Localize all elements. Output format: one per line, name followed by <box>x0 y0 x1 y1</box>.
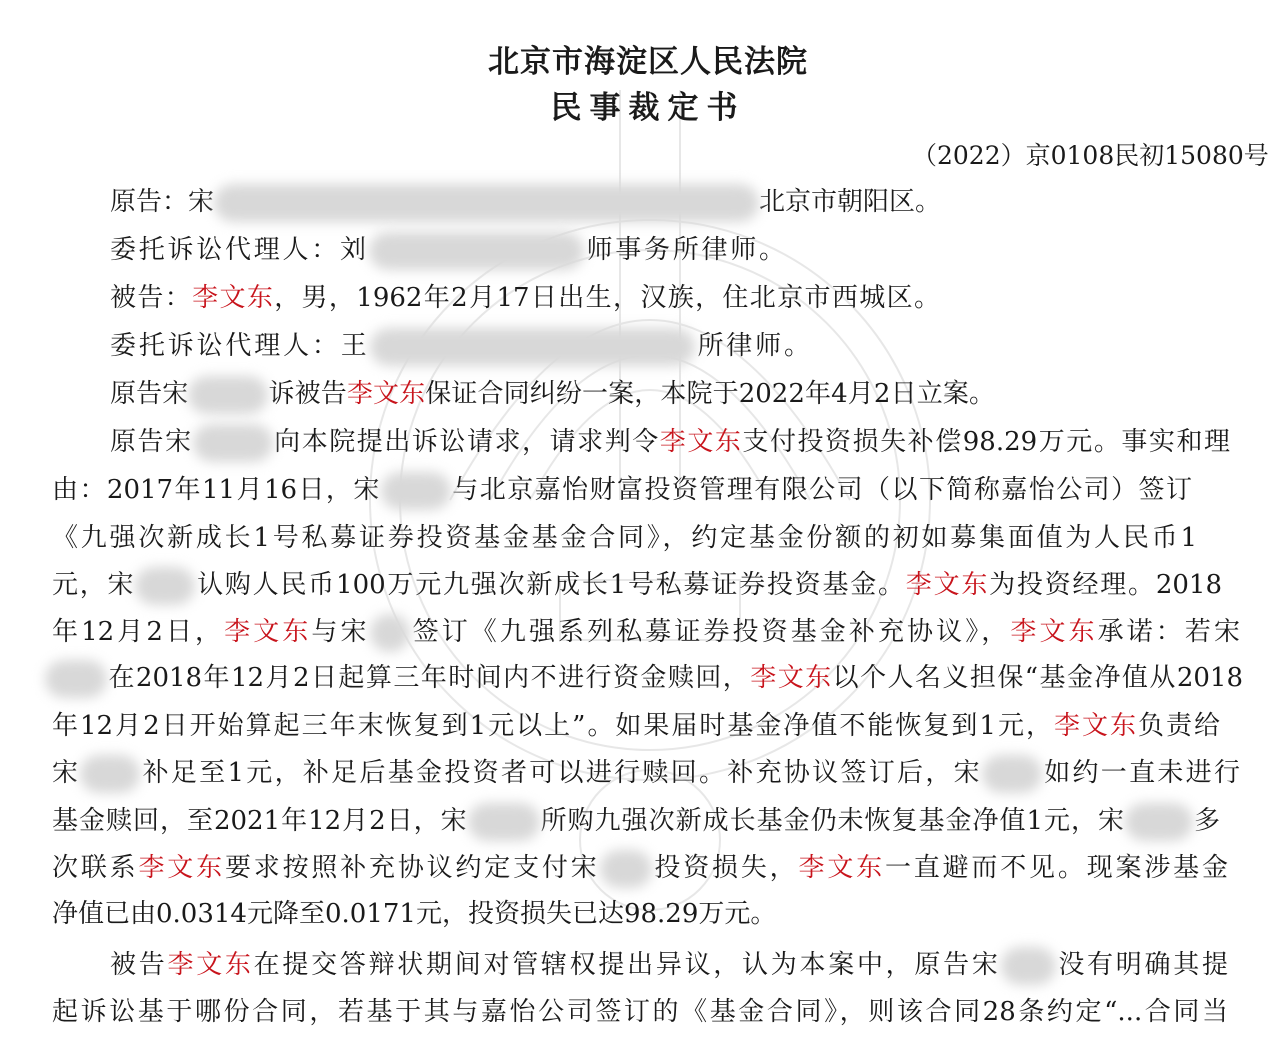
text-line <box>52 470 1192 510</box>
text-segment: 师事务所律师。 <box>583 235 785 265</box>
text-segment: 与宋 <box>311 617 370 647</box>
text-segment: 为投资经理。2018 <box>989 570 1222 600</box>
text-segment: 承诺：若宋 <box>1097 617 1240 647</box>
redacted-name-blur <box>1125 803 1193 841</box>
highlighted-name: 李文东 <box>224 617 312 647</box>
text-line <box>52 612 1240 652</box>
text-segment: 多 <box>1193 806 1220 836</box>
redacted-name-blur <box>188 376 268 414</box>
highlighted-name: 李文东 <box>659 427 743 457</box>
court-name: 北京市海淀区人民法院 <box>488 44 808 80</box>
text-segment: 负责给 <box>1137 711 1220 741</box>
redacted-name-blur <box>381 472 451 510</box>
text-segment: 诉被告 <box>268 379 347 409</box>
highlighted-name: 李文东 <box>905 570 990 600</box>
text-segment: 元，宋 <box>52 570 136 600</box>
text-segment: 原告：宋 <box>110 187 215 217</box>
redacted-name-blur <box>370 614 410 652</box>
text-line <box>45 658 1243 698</box>
text-segment: 投资损失， <box>651 853 799 883</box>
text-line <box>110 374 995 414</box>
text-segment: 原告宋 <box>110 427 193 457</box>
text-segment: 净值已由0.0314元降至0.0171元，投资损失已达98.29万元。 <box>52 899 777 929</box>
text-segment: 委托诉讼代理人：王 <box>110 331 370 361</box>
text-line <box>52 753 1240 793</box>
redacted-name-blur <box>214 184 759 222</box>
highlighted-name: 李文东 <box>346 379 426 409</box>
redacted-name-blur <box>468 803 540 841</box>
text-segment: 要求按照补充协议约定支付宋 <box>224 853 600 883</box>
text-line <box>52 706 1220 746</box>
redacted-name-blur <box>600 850 652 888</box>
highlighted-name: 李文东 <box>1053 711 1138 741</box>
redacted-name-blur <box>369 232 584 270</box>
redacted-name-blur <box>45 660 107 698</box>
text-segment: 年12月2日开始算起三年末恢复到1元以上”。如果届时基金净值不能恢复到1元， <box>52 711 1054 741</box>
text-segment: 签订《九强系列私募证券投资基金补充协议》， <box>409 617 1011 647</box>
highlighted-name: 李文东 <box>167 950 254 980</box>
text-segment: 没有明确其提 <box>1055 950 1228 980</box>
text-line <box>52 801 1220 841</box>
text-segment: 宋 <box>52 758 81 788</box>
text-segment: 一直避而不见。现案涉基金 <box>884 853 1228 883</box>
text-line <box>52 518 1197 558</box>
redacted-name-blur <box>135 567 195 605</box>
text-line <box>110 326 810 366</box>
text-line <box>52 894 777 934</box>
redacted-name-blur <box>80 755 140 793</box>
text-segment: 在提交答辩状期间对管辖权提出异议，认为本案中，原告宋 <box>253 950 1001 980</box>
text-segment: 认购人民币100万元九强次新成长1号私募证券投资基金。 <box>195 570 906 600</box>
redacted-name-blur <box>1001 947 1056 985</box>
text-segment: 被告： <box>110 283 193 313</box>
text-segment: 向本院提出诉讼请求，请求判令 <box>272 427 660 457</box>
text-segment: 起诉讼基于哪份合同，若基于其与嘉怡公司签订的《基金合同》，则该合同28条约定“...合同当 <box>52 997 1228 1027</box>
text-segment: 基金赎回，至2021年12月2日，宋 <box>52 806 468 836</box>
text-segment: 与北京嘉怡财富投资管理有限公司（以下简称嘉怡公司）签订 <box>450 475 1192 505</box>
text-line <box>110 945 1228 985</box>
redacted-name-blur <box>193 424 273 462</box>
text-segment: 委托诉讼代理人：刘 <box>110 235 369 265</box>
text-segment: 所购九强次新成长基金仍未恢复基金净值1元，宋 <box>539 806 1125 836</box>
document-type: 民事裁定书 <box>550 90 746 126</box>
case-number: （2022）京0108民初15080号 <box>912 141 1269 170</box>
redacted-name-blur <box>370 328 695 366</box>
text-segment: 由：2017年11月16日，宋 <box>52 475 381 505</box>
text-line <box>110 230 785 270</box>
highlighted-name: 李文东 <box>798 853 885 883</box>
text-segment: 在2018年12月2日起算三年时间内不进行资金赎回， <box>107 663 751 693</box>
text-line <box>52 992 1228 1032</box>
text-segment: 《九强次新成长1号私募证券投资基金基金合同》，约定基金份额的初如募集面值为人民币1 <box>52 523 1197 553</box>
highlighted-name: 李文东 <box>1010 617 1098 647</box>
text-segment: ，男，1962年2月17日出生，汉族，住北京市西城区。 <box>274 283 940 313</box>
text-segment: 所律师。 <box>694 331 810 361</box>
text-line <box>110 278 940 318</box>
text-segment: 次联系 <box>52 853 139 883</box>
highlighted-name: 李文东 <box>750 663 833 693</box>
highlighted-name: 李文东 <box>192 283 275 313</box>
text-segment: 如约一直未进行 <box>1041 758 1240 788</box>
text-segment: 支付投资损失补偿98.29万元。事实和理 <box>742 427 1230 457</box>
text-segment: 年12月2日， <box>52 617 225 647</box>
redacted-name-blur <box>982 755 1042 793</box>
text-segment: 北京市朝阳区。 <box>759 187 942 217</box>
text-line <box>52 565 1222 605</box>
text-line <box>110 182 940 222</box>
text-line <box>110 422 1230 462</box>
text-segment: 保证合同纠纷一案，本院于2022年4月2日立案。 <box>425 379 995 409</box>
text-segment: 原告宋 <box>110 379 189 409</box>
text-line <box>52 848 1228 888</box>
text-segment: 被告 <box>110 950 168 980</box>
highlighted-name: 李文东 <box>138 853 225 883</box>
text-segment: 以个人名义担保“基金净值从2018 <box>832 663 1243 693</box>
text-segment: 补足至1元，补足后基金投资者可以进行赎回。补充协议签订后，宋 <box>140 758 982 788</box>
